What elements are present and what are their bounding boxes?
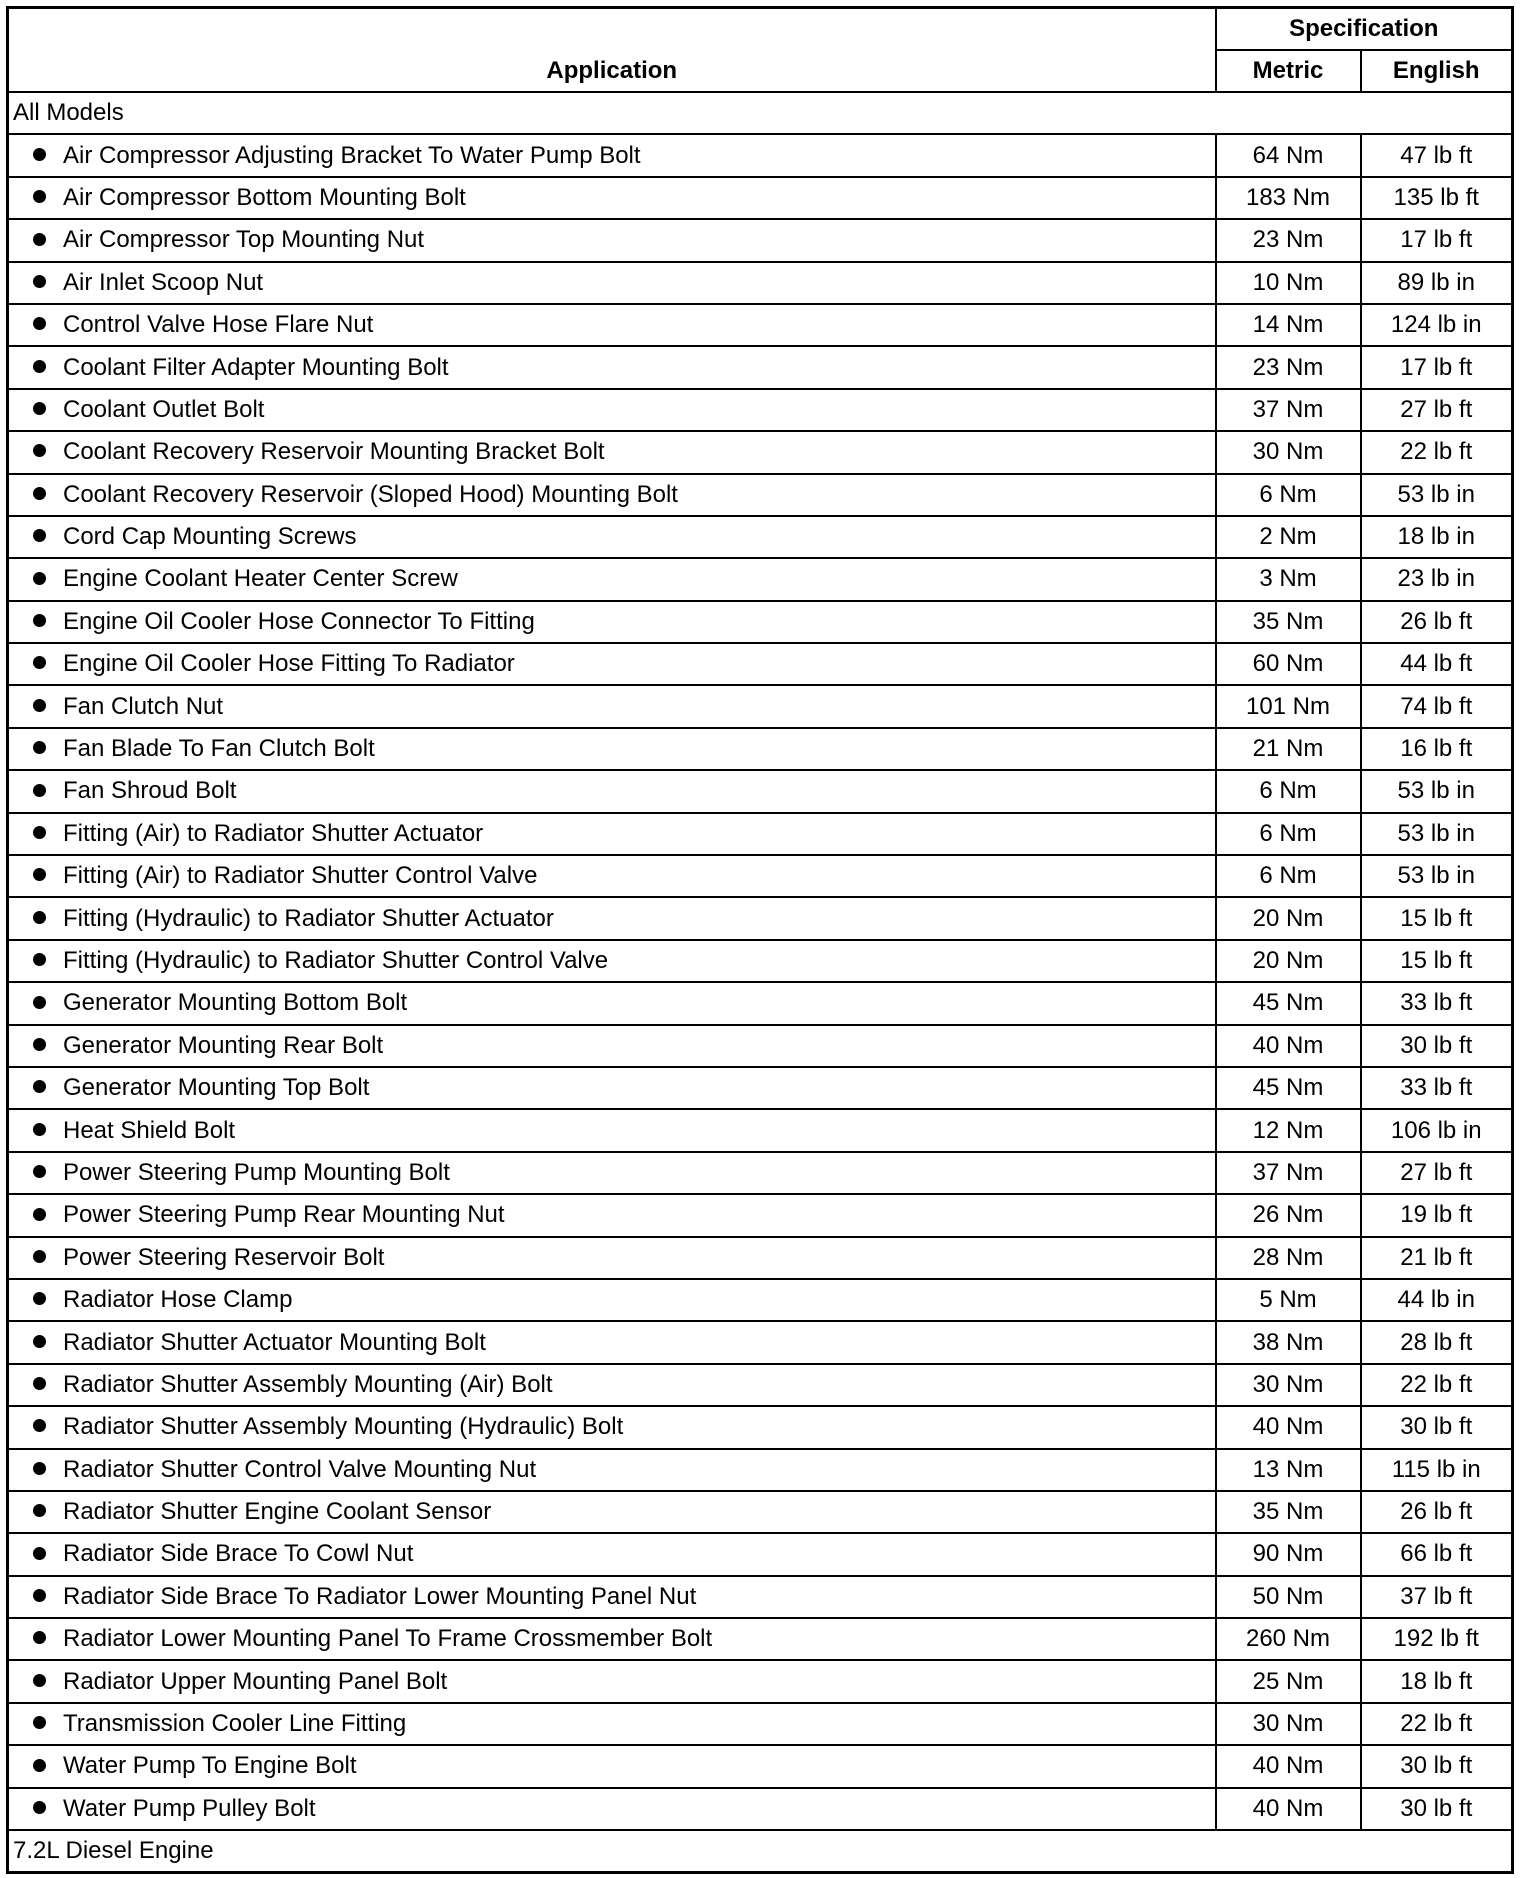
english-value-cell: 44 lb ft [1361, 643, 1513, 685]
application-label: Fitting (Hydraulic) to Radiator Shutter Control Valve [63, 947, 609, 974]
english-value-cell: 28 lb ft [1361, 1321, 1513, 1363]
application-label: Water Pump Pulley Bolt [63, 1794, 316, 1822]
section-header-row [8, 92, 1513, 134]
table-row [8, 601, 1513, 643]
application-cell [8, 304, 1216, 346]
table-row [8, 1152, 1513, 1194]
application-cell [8, 1491, 1216, 1533]
table-row [8, 1067, 1513, 1109]
application-label: Radiator Side Brace To Radiator Lower Mounting Panel Nut [63, 1582, 697, 1610]
metric-value-cell: 21 Nm [1216, 728, 1361, 770]
metric-value-cell: 40 Nm [1216, 1788, 1361, 1830]
application-label: Engine Oil Cooler Hose Connector To Fitting [63, 607, 535, 635]
bullet-icon [33, 572, 46, 585]
metric-value-cell: 40 Nm [1216, 1406, 1361, 1448]
metric-value-cell: 45 Nm [1216, 982, 1361, 1024]
application-column-header: Application [8, 8, 1216, 93]
english-value-cell: 106 lb in [1361, 1109, 1513, 1151]
application-label: Fan Clutch Nut [63, 692, 224, 720]
bullet-icon [33, 487, 46, 500]
table-row [8, 813, 1513, 855]
metric-value-cell: 23 Nm [1216, 346, 1361, 388]
specification-column-header: Specification [1216, 8, 1513, 51]
metric-value-cell: 20 Nm [1216, 940, 1361, 982]
application-cell [8, 1279, 1216, 1321]
application-cell [8, 770, 1216, 812]
english-value-cell: 18 lb ft [1361, 1660, 1513, 1702]
bullet-icon [33, 1250, 46, 1263]
table-row [8, 1788, 1513, 1830]
metric-value-cell: 28 Nm [1216, 1237, 1361, 1279]
metric-value-cell: 60 Nm [1216, 643, 1361, 685]
english-value-cell: 15 lb ft [1361, 940, 1513, 982]
metric-value-cell: 35 Nm [1216, 601, 1361, 643]
bullet-icon [33, 1208, 46, 1221]
bullet-icon [33, 1716, 46, 1729]
application-cell [8, 431, 1216, 473]
metric-value-cell: 12 Nm [1216, 1109, 1361, 1151]
english-value-cell: 66 lb ft [1361, 1533, 1513, 1575]
application-label: Control Valve Hose Flare Nut [63, 311, 374, 339]
bullet-icon [33, 1038, 46, 1051]
bullet-icon [33, 529, 46, 542]
application-cell [8, 685, 1216, 727]
table-row [8, 346, 1513, 388]
application-label: Fitting (Air) to Radiator Shutter Control Valve [63, 862, 538, 890]
application-label: Air Compressor Adjusting Bracket To Water Pump Bolt [63, 141, 641, 169]
bullet-icon [33, 953, 46, 966]
english-value-cell: 37 lb ft [1361, 1576, 1513, 1618]
metric-column-header: Metric [1216, 50, 1361, 92]
bullet-icon [33, 190, 46, 203]
table-row [8, 1449, 1513, 1491]
application-cell [8, 855, 1216, 897]
english-value-cell: 44 lb in [1361, 1279, 1513, 1321]
application-label: Heat Shield Bolt [63, 1116, 236, 1144]
application-label: Fan Shroud Bolt [63, 777, 237, 805]
application-label: Transmission Cooler Line Fitting [63, 1710, 407, 1738]
application-label: Radiator Side Brace To Cowl Nut [63, 1540, 414, 1568]
application-cell [8, 1152, 1216, 1194]
application-label: Air Compressor Bottom Mounting Bolt [63, 183, 466, 211]
application-cell [8, 1067, 1216, 1109]
english-value-cell: 22 lb ft [1361, 1703, 1513, 1745]
table-row [8, 558, 1513, 600]
table-row [8, 219, 1513, 261]
table-row [8, 389, 1513, 431]
bullet-icon [33, 868, 46, 881]
english-value-cell: 22 lb ft [1361, 1364, 1513, 1406]
application-label: Air Compressor Top Mounting Nut [63, 226, 425, 254]
bullet-icon [33, 444, 46, 457]
metric-value-cell: 183 Nm [1216, 177, 1361, 219]
table-row [8, 1279, 1513, 1321]
english-value-cell: 30 lb ft [1361, 1025, 1513, 1067]
english-value-cell: 135 lb ft [1361, 177, 1513, 219]
table-row [8, 1576, 1513, 1618]
bullet-icon [33, 1674, 46, 1687]
english-value-cell: 23 lb in [1361, 558, 1513, 600]
application-label: Air Inlet Scoop Nut [63, 268, 264, 296]
table-row [8, 1025, 1513, 1067]
application-cell [8, 262, 1216, 304]
metric-value-cell: 6 Nm [1216, 770, 1361, 812]
bullet-icon [33, 360, 46, 373]
table-row [8, 474, 1513, 516]
section-title: All Models [8, 92, 1513, 134]
application-label: Radiator Shutter Engine Coolant Sensor [63, 1498, 492, 1526]
metric-value-cell: 101 Nm [1216, 685, 1361, 727]
english-value-cell: 16 lb ft [1361, 728, 1513, 770]
metric-value-cell: 38 Nm [1216, 1321, 1361, 1363]
table-row [8, 431, 1513, 473]
metric-value-cell: 260 Nm [1216, 1618, 1361, 1660]
application-cell [8, 177, 1216, 219]
table-row [8, 1321, 1513, 1363]
english-value-cell: 15 lb ft [1361, 897, 1513, 939]
application-label: Fitting (Hydraulic) to Radiator Shutter Actuator [63, 904, 554, 932]
bullet-icon [33, 826, 46, 839]
table-row [8, 1109, 1513, 1151]
bullet-icon [33, 996, 46, 1009]
table-row [8, 1194, 1513, 1236]
metric-value-cell: 90 Nm [1216, 1533, 1361, 1575]
bullet-icon [33, 1631, 46, 1644]
english-value-cell: 26 lb ft [1361, 601, 1513, 643]
application-cell [8, 1703, 1216, 1745]
application-label: Engine Coolant Heater Center Screw [63, 565, 458, 593]
application-label: Fitting (Air) to Radiator Shutter Actuator [63, 819, 484, 847]
bullet-icon [33, 1123, 46, 1136]
english-value-cell: 27 lb ft [1361, 1152, 1513, 1194]
application-label: Water Pump To Engine Bolt [63, 1752, 357, 1780]
application-cell [8, 1788, 1216, 1830]
table-row [8, 1364, 1513, 1406]
application-label: Fan Blade To Fan Clutch Bolt [63, 735, 375, 763]
metric-value-cell: 25 Nm [1216, 1660, 1361, 1702]
bullet-icon [33, 1759, 46, 1772]
application-cell [8, 1449, 1216, 1491]
english-value-cell: 124 lb in [1361, 304, 1513, 346]
bullet-icon [33, 233, 46, 246]
application-label: Coolant Outlet Bolt [63, 395, 265, 423]
english-value-cell: 21 lb ft [1361, 1237, 1513, 1279]
metric-value-cell: 40 Nm [1216, 1025, 1361, 1067]
english-value-cell: 53 lb in [1361, 813, 1513, 855]
bullet-icon [33, 1335, 46, 1348]
application-label: Engine Oil Cooler Hose Fitting To Radiator [63, 650, 515, 678]
application-cell [8, 1618, 1216, 1660]
table-row [8, 770, 1513, 812]
table-row [8, 982, 1513, 1024]
bullet-icon [33, 1292, 46, 1305]
application-label: Generator Mounting Bottom Bolt [63, 989, 408, 1017]
application-cell [8, 474, 1216, 516]
table-row [8, 134, 1513, 176]
table-row [8, 1533, 1513, 1575]
application-label: Cord Cap Mounting Screws [63, 523, 357, 551]
table-row [8, 685, 1513, 727]
english-value-cell: 33 lb ft [1361, 1067, 1513, 1109]
application-cell [8, 940, 1216, 982]
table-row [8, 643, 1513, 685]
english-value-cell: 26 lb ft [1361, 1491, 1513, 1533]
table-row [8, 897, 1513, 939]
application-label: Radiator Shutter Actuator Mounting Bolt [63, 1328, 486, 1356]
application-cell [8, 1237, 1216, 1279]
english-value-cell: 192 lb ft [1361, 1618, 1513, 1660]
metric-value-cell: 50 Nm [1216, 1576, 1361, 1618]
bullet-icon [33, 148, 46, 161]
english-column-header: English [1361, 50, 1513, 92]
table-row [8, 1618, 1513, 1660]
english-value-cell: 30 lb ft [1361, 1788, 1513, 1830]
application-cell [8, 1576, 1216, 1618]
english-value-cell: 53 lb in [1361, 770, 1513, 812]
bullet-icon [33, 1165, 46, 1178]
application-label: Coolant Recovery Reservoir (Sloped Hood) Mounting Bolt [63, 480, 678, 508]
section-header-row [8, 1830, 1513, 1873]
application-label: Radiator Hose Clamp [63, 1286, 293, 1314]
application-cell [8, 1321, 1216, 1363]
metric-value-cell: 37 Nm [1216, 389, 1361, 431]
application-cell [8, 1745, 1216, 1787]
application-label: Generator Mounting Rear Bolt [63, 1031, 384, 1059]
metric-value-cell: 30 Nm [1216, 1364, 1361, 1406]
application-label: Coolant Filter Adapter Mounting Bolt [63, 353, 449, 381]
bullet-icon [33, 275, 46, 288]
table-row [8, 1660, 1513, 1702]
metric-value-cell: 37 Nm [1216, 1152, 1361, 1194]
bullet-icon [33, 1504, 46, 1517]
application-cell [8, 219, 1216, 261]
bullet-icon [33, 1419, 46, 1432]
table-row [8, 728, 1513, 770]
metric-value-cell: 23 Nm [1216, 219, 1361, 261]
application-cell [8, 982, 1216, 1024]
english-value-cell: 18 lb in [1361, 516, 1513, 558]
bullet-icon [33, 741, 46, 754]
application-cell [8, 1109, 1216, 1151]
metric-value-cell: 30 Nm [1216, 431, 1361, 473]
bullet-icon [33, 699, 46, 712]
bullet-icon [33, 1462, 46, 1475]
application-cell [8, 1660, 1216, 1702]
table-row [8, 1237, 1513, 1279]
english-value-cell: 47 lb ft [1361, 134, 1513, 176]
application-label: Coolant Recovery Reservoir Mounting Bracket Bolt [63, 438, 605, 466]
bullet-icon [33, 614, 46, 627]
metric-value-cell: 6 Nm [1216, 855, 1361, 897]
metric-value-cell: 2 Nm [1216, 516, 1361, 558]
table-row [8, 940, 1513, 982]
application-cell [8, 346, 1216, 388]
fastener-spec-table [6, 6, 1514, 1874]
application-cell [8, 1194, 1216, 1236]
english-value-cell: 19 lb ft [1361, 1194, 1513, 1236]
table-row [8, 1745, 1513, 1787]
application-cell [8, 813, 1216, 855]
table-row [8, 1491, 1513, 1533]
english-value-cell: 17 lb ft [1361, 219, 1513, 261]
metric-value-cell: 35 Nm [1216, 1491, 1361, 1533]
table-row [8, 1703, 1513, 1745]
metric-value-cell: 6 Nm [1216, 813, 1361, 855]
application-cell [8, 728, 1216, 770]
bullet-icon [33, 1589, 46, 1602]
english-value-cell: 30 lb ft [1361, 1745, 1513, 1787]
english-value-cell: 22 lb ft [1361, 431, 1513, 473]
application-cell [8, 516, 1216, 558]
english-value-cell: 53 lb in [1361, 474, 1513, 516]
application-cell [8, 601, 1216, 643]
bullet-icon [33, 1080, 46, 1093]
metric-value-cell: 14 Nm [1216, 304, 1361, 346]
english-value-cell: 53 lb in [1361, 855, 1513, 897]
metric-value-cell: 26 Nm [1216, 1194, 1361, 1236]
application-label: Radiator Upper Mounting Panel Bolt [63, 1667, 448, 1695]
english-value-cell: 74 lb ft [1361, 685, 1513, 727]
application-cell [8, 389, 1216, 431]
table-row [8, 177, 1513, 219]
metric-value-cell: 20 Nm [1216, 897, 1361, 939]
application-label: Radiator Shutter Assembly Mounting (Air) Bolt [63, 1370, 553, 1398]
application-cell [8, 643, 1216, 685]
bullet-icon [33, 402, 46, 415]
english-value-cell: 89 lb in [1361, 262, 1513, 304]
application-cell [8, 1406, 1216, 1448]
application-label: Power Steering Pump Rear Mounting Nut [63, 1201, 505, 1229]
bullet-icon [33, 784, 46, 797]
english-value-cell: 27 lb ft [1361, 389, 1513, 431]
metric-value-cell: 10 Nm [1216, 262, 1361, 304]
application-label: Radiator Shutter Assembly Mounting (Hydraulic) Bolt [63, 1413, 624, 1441]
bullet-icon [33, 1377, 46, 1390]
spec-table-body [8, 92, 1513, 1873]
application-cell [8, 1025, 1216, 1067]
metric-value-cell: 6 Nm [1216, 474, 1361, 516]
metric-value-cell: 5 Nm [1216, 1279, 1361, 1321]
metric-value-cell: 30 Nm [1216, 1703, 1361, 1745]
english-value-cell: 17 lb ft [1361, 346, 1513, 388]
application-cell [8, 558, 1216, 600]
table-row [8, 304, 1513, 346]
table-row [8, 1406, 1513, 1448]
table-row [8, 855, 1513, 897]
metric-value-cell: 3 Nm [1216, 558, 1361, 600]
bullet-icon [33, 911, 46, 924]
metric-value-cell: 64 Nm [1216, 134, 1361, 176]
english-value-cell: 115 lb in [1361, 1449, 1513, 1491]
section-title: 7.2L Diesel Engine [8, 1830, 1513, 1873]
table-row [8, 262, 1513, 304]
table-row [8, 516, 1513, 558]
english-value-cell: 33 lb ft [1361, 982, 1513, 1024]
application-cell [8, 897, 1216, 939]
bullet-icon [33, 656, 46, 669]
bullet-icon [33, 1801, 46, 1814]
application-label: Power Steering Reservoir Bolt [63, 1243, 385, 1271]
bullet-icon [33, 1547, 46, 1560]
metric-value-cell: 40 Nm [1216, 1745, 1361, 1787]
application-label: Power Steering Pump Mounting Bolt [63, 1158, 450, 1186]
bullet-icon [33, 317, 46, 330]
english-value-cell: 30 lb ft [1361, 1406, 1513, 1448]
application-cell [8, 134, 1216, 176]
application-cell [8, 1533, 1216, 1575]
application-label: Generator Mounting Top Bolt [63, 1074, 370, 1102]
metric-value-cell: 13 Nm [1216, 1449, 1361, 1491]
application-cell [8, 1364, 1216, 1406]
application-label: Radiator Lower Mounting Panel To Frame Crossmember Bolt [63, 1625, 713, 1653]
metric-value-cell: 45 Nm [1216, 1067, 1361, 1109]
application-label: Radiator Shutter Control Valve Mounting Nut [63, 1455, 537, 1483]
